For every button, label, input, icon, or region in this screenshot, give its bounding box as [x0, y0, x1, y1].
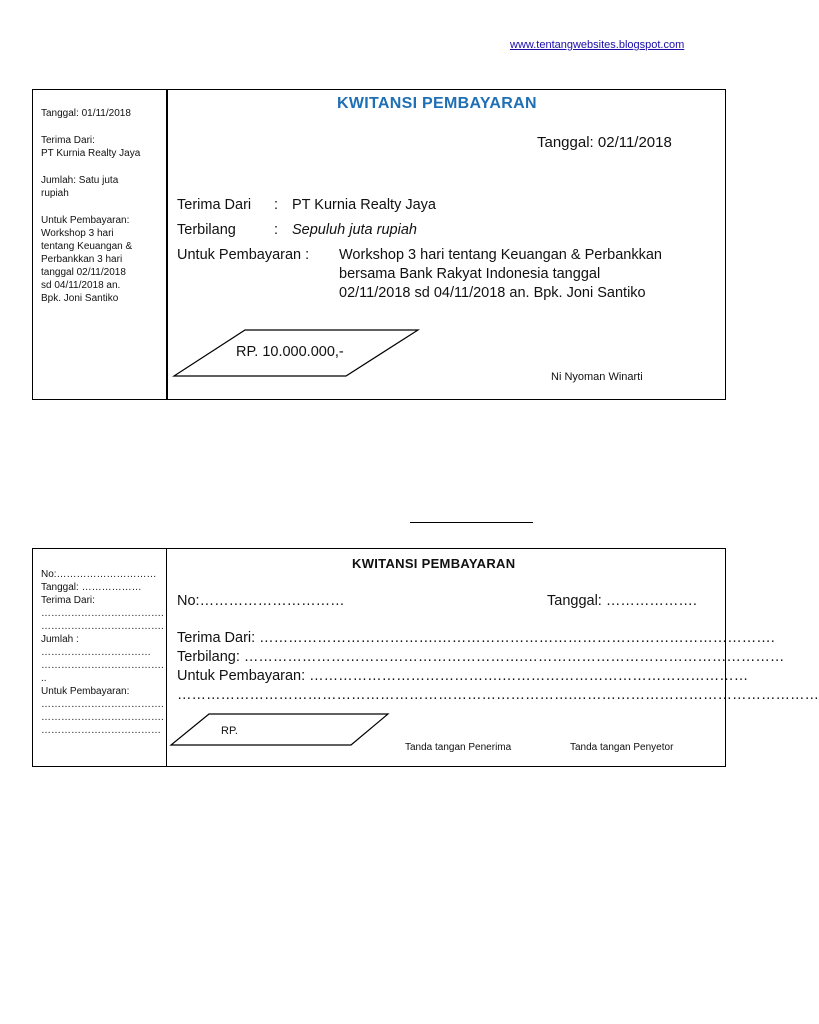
receipt2-amount: RP.	[221, 725, 238, 737]
receipt1-from-label: Terima Dari	[177, 197, 252, 213]
receipt2-purpose: Untuk Pembayaran: ………………………………….……………………………………………	[177, 668, 749, 684]
stub2-dots: ……………………………….	[41, 660, 164, 671]
receipt2-title: KWITANSI PEMBAYARAN	[352, 556, 516, 571]
stub2-no: No:…………………………	[41, 569, 157, 580]
receipt2-from: Terima Dari: ……………………………….…………………………………………………………….	[177, 630, 775, 646]
stub1-date: Tanggal: 01/11/2018	[41, 108, 131, 119]
stub1-amount-value: rupiah	[41, 188, 69, 199]
stub2-date: Tanggal: ………………	[41, 582, 142, 593]
stub1-purpose-line: sd 04/11/2018 an.	[41, 280, 121, 291]
stub2-purpose-label: Untuk Pembayaran:	[41, 686, 130, 697]
stub1-from-label: Terima Dari:	[41, 135, 95, 146]
receipt2-no: No:…………………………	[177, 593, 345, 609]
receipt1-words-label: Terbilang	[177, 222, 236, 238]
receipt1-from-colon: :	[274, 197, 279, 213]
receipt1-purpose-line: 02/11/2018 sd 04/11/2018 an. Bpk. Joni Santiko	[339, 285, 646, 301]
stub1-purpose-line: Bpk. Joni Santiko	[41, 293, 119, 304]
stub1-purpose-line: Workshop 3 hari	[41, 228, 114, 239]
stub2-dots: ……………………………	[41, 647, 151, 658]
stub1-purpose-label: Untuk Pembayaran:	[41, 215, 130, 226]
receipt1-signer: Ni Nyoman Winarti	[551, 371, 643, 383]
receipt2-words: Terbilang: ………………………………………………….………………………………………………	[177, 649, 785, 665]
stub2-from-label: Terima Dari:	[41, 595, 95, 606]
stub1-purpose-line: tanggal 02/11/2018	[41, 267, 126, 278]
stub1-purpose-line: Perbankkan 3 hari	[41, 254, 123, 265]
stub2-dots: ………………………………	[41, 725, 161, 736]
receipt2-sign-receiver: Tanda tangan Penerima	[405, 742, 512, 753]
receipt1-purpose-line: Workshop 3 hari tentang Keuangan & Perbankkan	[339, 247, 662, 263]
receipt1-purpose-label: Untuk Pembayaran :	[177, 247, 310, 263]
stub2-amount-label: Jumlah :	[41, 634, 79, 645]
receipt1-from-value: PT Kurnia Realty Jaya	[292, 197, 436, 213]
stub1-from-value: PT Kurnia Realty Jaya	[41, 148, 141, 159]
receipt2-date: Tanggal: ……………….	[547, 593, 697, 609]
receipt2-sign-payer: Tanda tangan Penyetor	[570, 742, 674, 753]
stub2-dots: ……………………………….	[41, 621, 164, 632]
stub2-dots: ..	[41, 673, 47, 684]
receipt1-date: Tanggal: 02/11/2018	[537, 134, 672, 151]
receipt1-title: KWITANSI PEMBAYARAN	[337, 95, 537, 112]
site-link[interactable]: www.tentangwebsites.blogspot.com	[510, 39, 685, 51]
receipt1-amount: RP. 10.000.000,-	[236, 344, 344, 360]
stub1-amount-label: Jumlah: Satu juta	[41, 175, 119, 186]
receipt1-words-value: Sepuluh juta rupiah	[292, 222, 417, 238]
receipt1-words-colon: :	[274, 222, 279, 238]
stub2-dots: ……………………………….	[41, 699, 164, 710]
stub2-dots: ……………………………….	[41, 608, 164, 619]
receipt2-dots-line: ……………………………………………………………………….……………………………………………	[177, 687, 819, 703]
receipt1-purpose-line: bersama Bank Rakyat Indonesia tanggal	[339, 266, 601, 282]
stub1-purpose-line: tentang Keuangan &	[41, 241, 133, 252]
stub2-dots: ……………………………….	[41, 712, 164, 723]
